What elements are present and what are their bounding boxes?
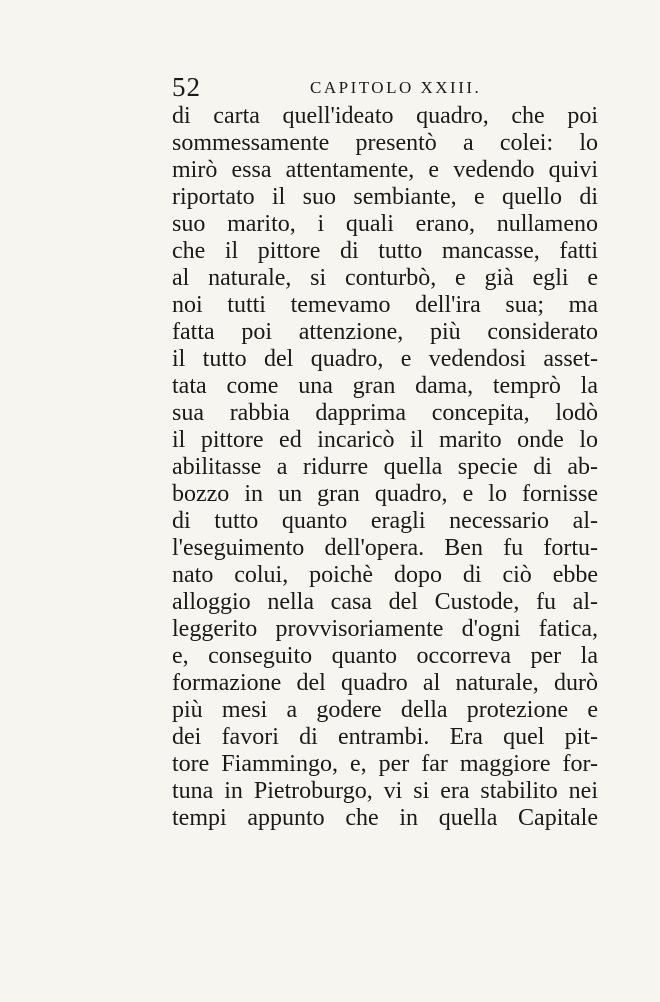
text-line: riportato il suo sembiante, e quello di <box>172 184 598 210</box>
text-line: dei favori di entrambi. Era quel pit- <box>172 724 598 750</box>
text-line: di carta quell'ideato quadro, che poi <box>172 103 598 129</box>
text-line: tore Fiammingo, e, per far maggiore for- <box>172 751 598 777</box>
text-line: sua rabbia dapprima concepita, lodò <box>172 400 598 426</box>
text-line: formazione del quadro al naturale, durò <box>172 670 598 696</box>
text-line: al naturale, si conturbò, e già egli e <box>172 265 598 291</box>
text-line: noi tutti temevamo dell'ira sua; ma <box>172 292 598 318</box>
text-line: il tutto del quadro, e vedendosi asset- <box>172 346 598 372</box>
page-header <box>172 72 598 102</box>
text-line: tuna in Pietroburgo, vi si era stabilito nei <box>172 778 598 804</box>
text-line: e, conseguito quanto occorreva per la <box>172 643 598 669</box>
text-line: più mesi a godere della protezione e <box>172 697 598 723</box>
text-line: nato colui, poichè dopo di ciò ebbe <box>172 562 598 588</box>
body-text <box>172 103 598 832</box>
text-line: fatta poi attenzione, più considerato <box>172 319 598 345</box>
text-line: bozzo in un gran quadro, e lo fornisse <box>172 481 598 507</box>
text-line: il pittore ed incaricò il marito onde lo <box>172 427 598 453</box>
text-line: abilitasse a ridurre quella specie di ab- <box>172 454 598 480</box>
text-line: di tutto quanto eragli necessario al- <box>172 508 598 534</box>
text-line: mirò essa attentamente, e vedendo quivi <box>172 157 598 183</box>
page-number: 52 <box>172 72 201 102</box>
text-line: sommessamente presentò a colei: lo <box>172 130 598 156</box>
text-line: leggerito provvisoriamente d'ogni fatica, <box>172 616 598 642</box>
text-line: l'eseguimento dell'opera. Ben fu fortu- <box>172 535 598 561</box>
text-line: che il pittore di tutto mancasse, fatti <box>172 238 598 264</box>
text-line: alloggio nella casa del Custode, fu al- <box>172 589 598 615</box>
running-head: CAPITOLO XXIII. <box>310 78 482 97</box>
text-line: tata come una gran dama, temprò la <box>172 373 598 399</box>
text-line: suo marito, i quali erano, nullameno <box>172 211 598 237</box>
text-line: tempi appunto che in quella Capitale <box>172 805 598 831</box>
